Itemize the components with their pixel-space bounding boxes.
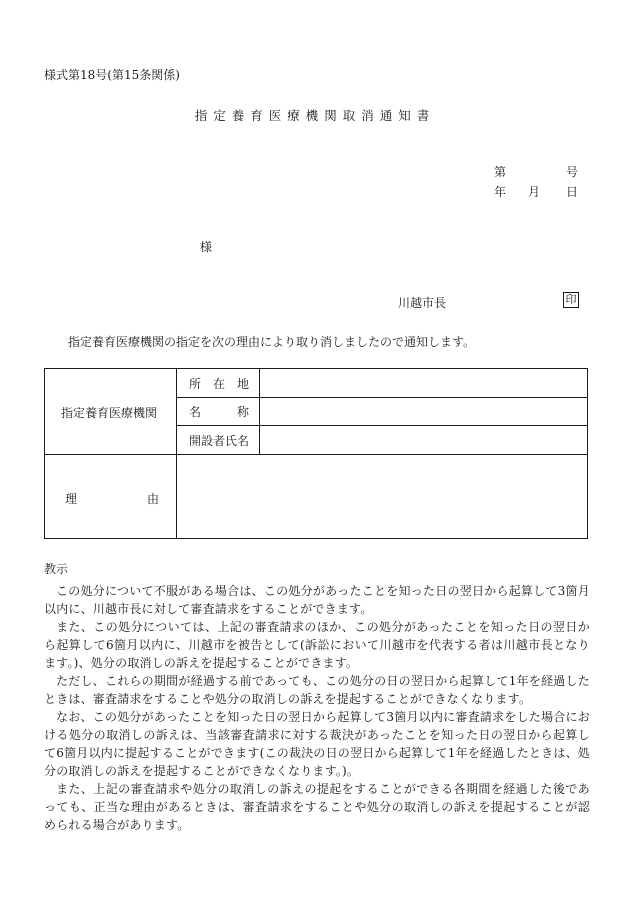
instruction-paragraph: また、上記の審査請求や処分の取消しの訴えの提起をすることができる各期間を経過した後であっても、正当な理由があるときは、審査請求をすることや処分の取消しの訴えを提起することが認められる場合があります。 [44,782,590,832]
date-day-label: 日 [566,185,579,199]
medical-institution-label: 指定養育医療機関 [61,406,158,420]
instruction-paragraph: この処分について不服がある場合は、この処分があったことを知った日の翌日から起算して3箇月以内に、川越市長に対して審査請求をすることができます。 [44,584,590,616]
form-number: 様式第18号(第15条関係) [44,68,180,82]
instruction-paragraph: なお、この処分があったことを知った日の翌日から起算して3箇月以内に審査請求をした場合における処分の取消しの訴えは、当該審査請求に対する裁決があったことを知った日の翌日から起算して6箇月以内に提起することができます(この裁決の日の翌日から起算して1年を経過したときは、処分の取消しの訴えを提起することができなくなります。)。 [44,710,590,778]
location-label: 所 在 地 [189,377,250,391]
instruction-body [44,582,590,834]
issuer-name: 川越市長 [398,296,447,310]
notice-text: 指定養育医療機関の指定を次の理由により取り消しましたので通知します。 [68,335,476,349]
revocation-info-table [44,368,588,539]
table-divider [259,369,260,454]
instruction-paragraph: ただし、これらの期間が経過する前であっても、この処分の日の翌日から起算して1年を経過したときは、審査請求をすることや処分の取消しの訴えを提起することができなくなります。 [44,674,590,706]
founder-name-label: 開設者氏名 [189,434,250,448]
seal-mark: 印 [563,292,579,308]
table-divider [176,397,587,398]
institution-name-label: 名 称 [189,405,250,419]
reason-label-second: 由 [147,492,160,506]
instruction-paragraph: また、この処分については、上記の審査請求のほか、この処分があったことを知った日の翌日から起算して6箇月以内に、川越市を被告として(訴訟において川越市を代表する者は川越市長となります。)、処分の取消しの訴えを提起することができます。 [44,620,590,670]
document-number-prefix: 第 [494,165,507,179]
date-year-label: 年 [494,185,507,199]
document-title: 指定養育医療機関取消通知書 [194,108,436,123]
table-divider [176,425,587,426]
date-month-label: 月 [528,185,541,199]
addressee-honorific: 様 [200,240,213,254]
document-number-suffix: 号 [566,165,579,179]
table-divider [45,454,587,455]
instruction-heading: 教示 [44,562,69,576]
reason-label-first: 理 [65,492,78,506]
